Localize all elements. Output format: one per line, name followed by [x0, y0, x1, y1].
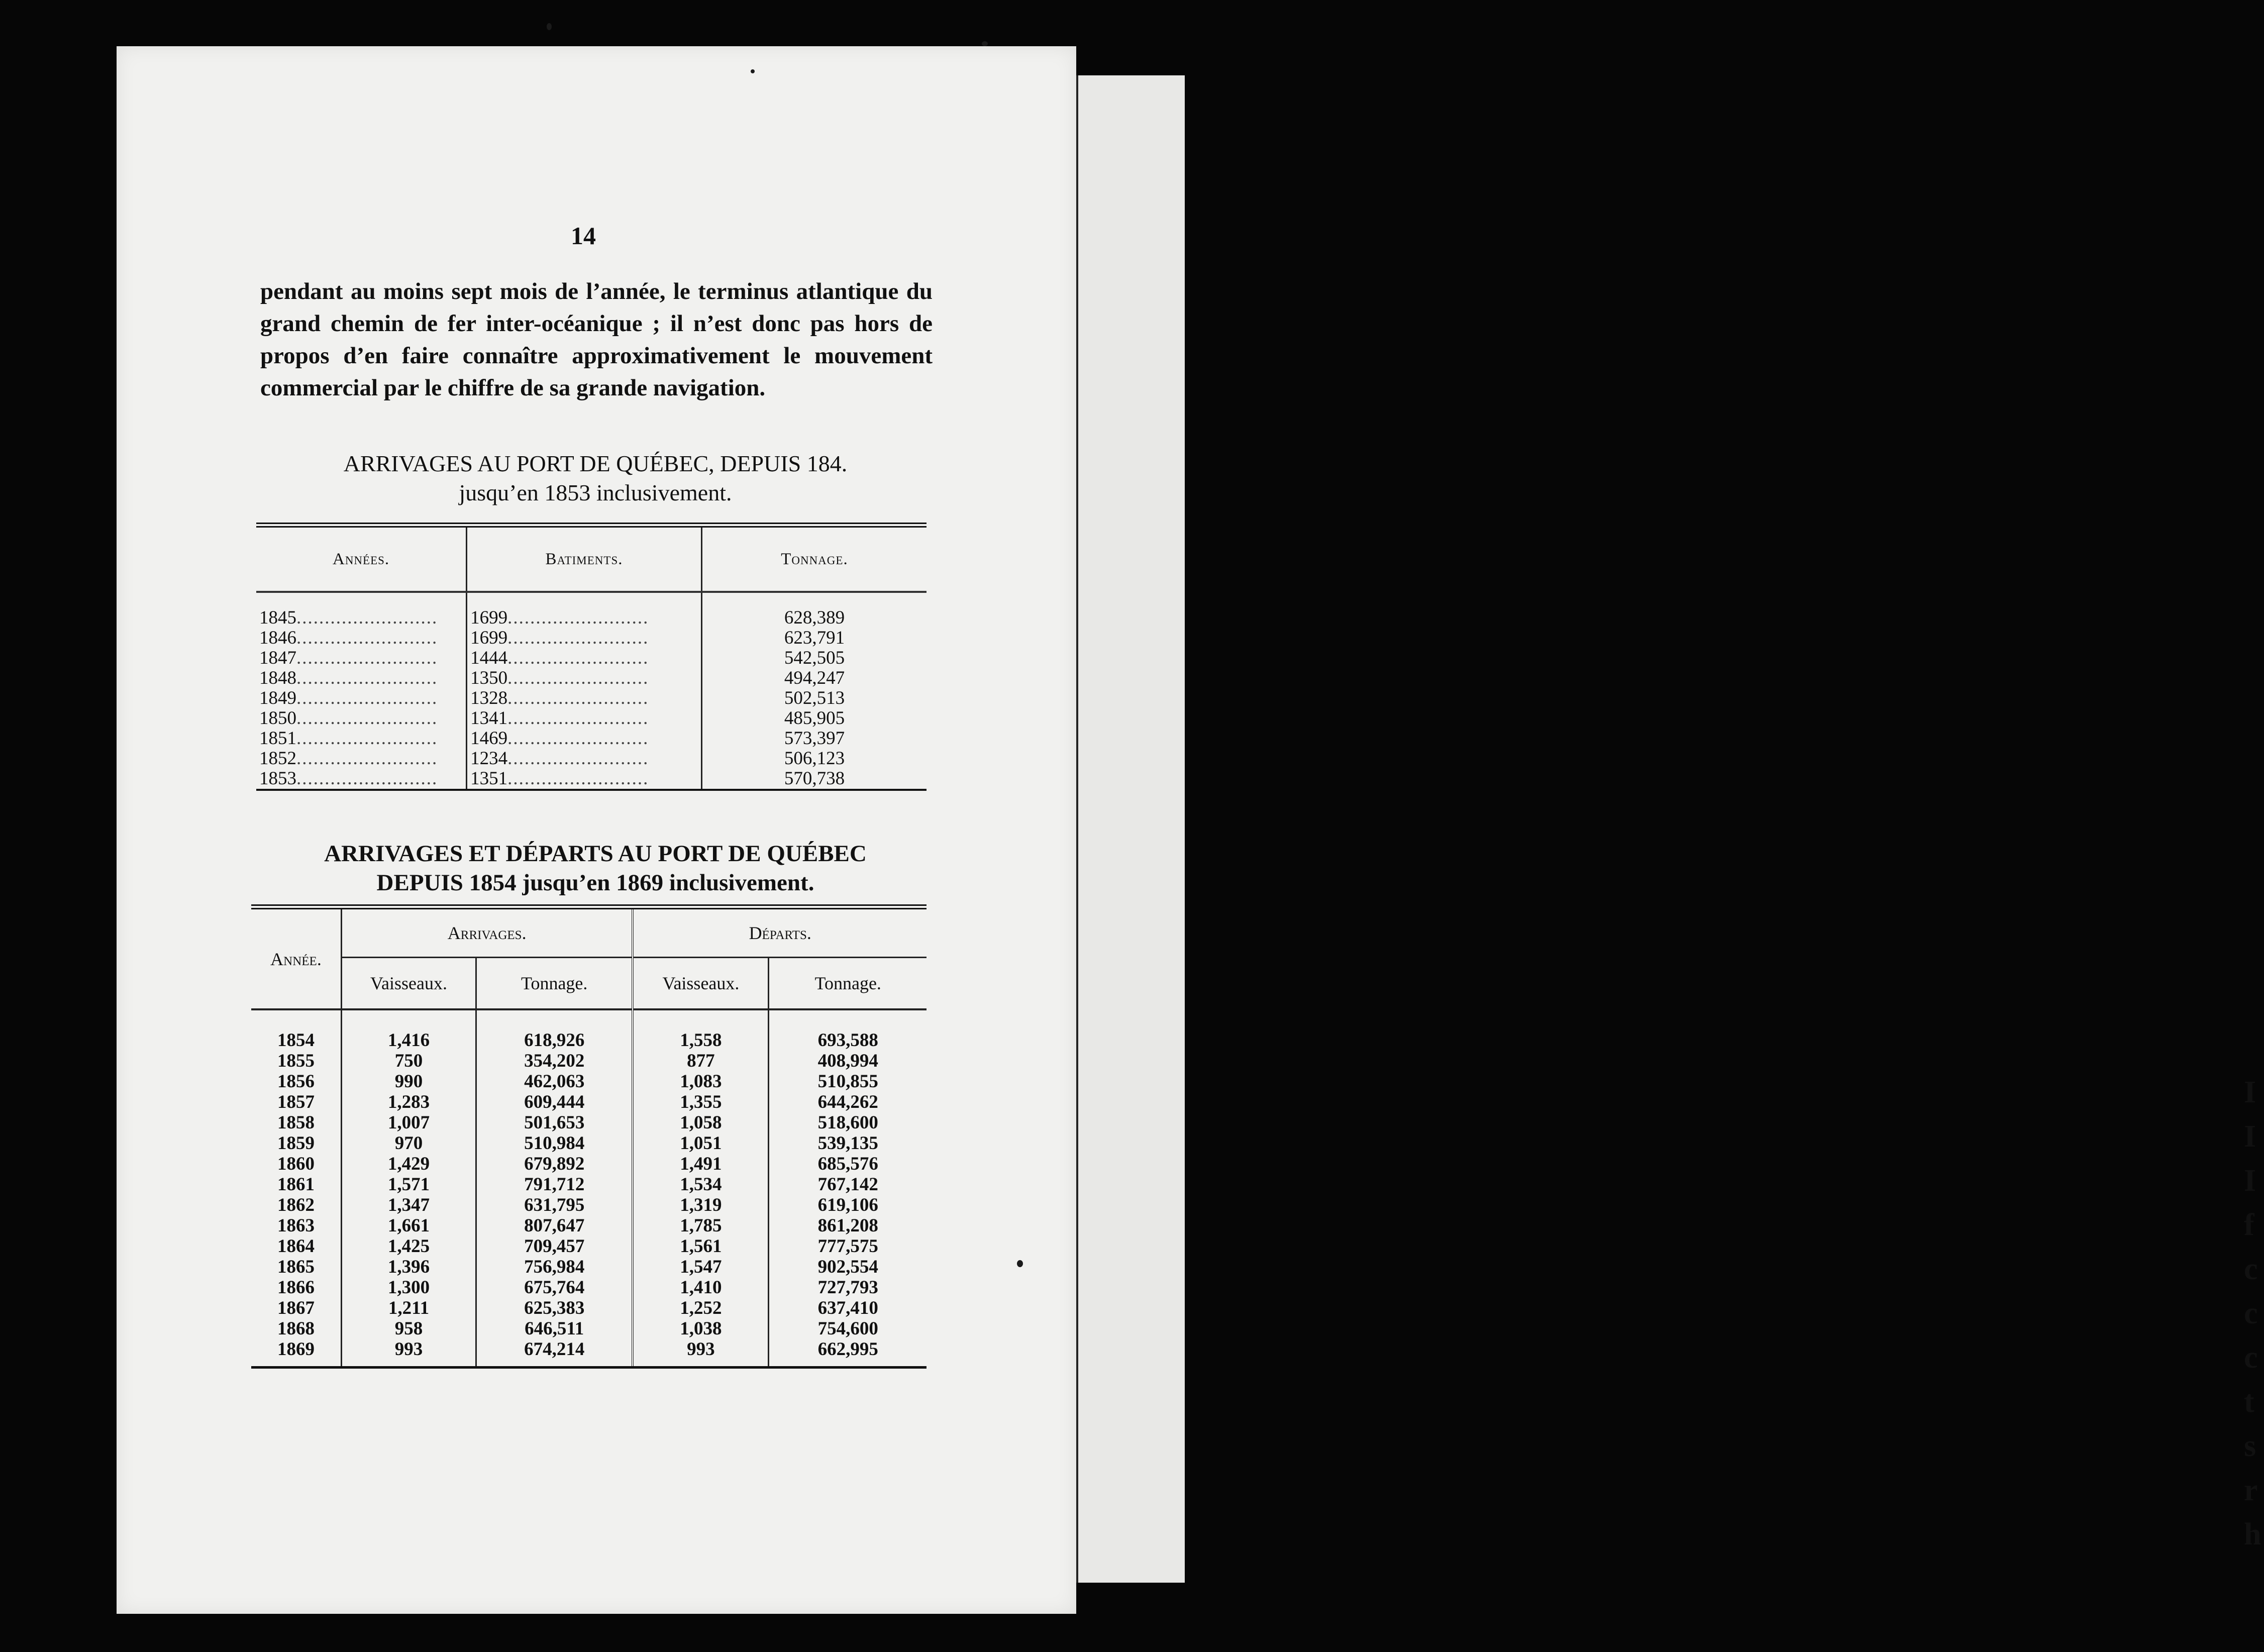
departures-tonnage-cell: 754,600 — [817, 1318, 878, 1339]
ships-cell: 1328 — [470, 688, 508, 708]
arrivals-vessels-cell: 970 — [342, 1133, 476, 1154]
departures-tonnage-cell: 662,995 — [817, 1339, 878, 1360]
year-cell: 1849 — [259, 688, 296, 708]
ships-cell: 1469 — [470, 728, 508, 749]
header-departures-vessels: Vaisseaux. — [633, 958, 769, 1010]
header-departs: Départs. — [749, 923, 811, 943]
table1-title — [251, 449, 940, 507]
table1-title-line1: ARRIVAGES AU PORT DE QUÉBEC, DEPUIS 184. — [343, 451, 848, 476]
departures-vessels-cell: 1,355 — [633, 1092, 769, 1112]
year-cell: 1868 — [251, 1318, 342, 1339]
year-cell: 1852 — [259, 748, 296, 769]
tonnage-cell: 628,389 — [784, 607, 845, 628]
arrivals-vessels-cell: 1,661 — [342, 1215, 476, 1236]
departures-tonnage-cell: 619,106 — [817, 1195, 878, 1215]
year-cell: 1851 — [259, 728, 296, 749]
year-cell: 1861 — [251, 1174, 342, 1195]
table-row — [251, 1092, 927, 1112]
ships-cell: 1341 — [470, 708, 508, 729]
arrivals-table-1845-1853 — [256, 523, 927, 791]
table2-title-line2: DEPUIS 1854 jusqu’en 1869 inclusivement. — [376, 870, 814, 896]
departures-tonnage-cell: 637,410 — [817, 1298, 878, 1318]
table-row — [256, 749, 927, 769]
edge-letter: I — [2244, 1119, 2256, 1154]
departures-vessels-cell: 1,083 — [633, 1071, 769, 1092]
table-row — [251, 1236, 927, 1257]
departures-vessels-cell: 1,058 — [633, 1112, 769, 1133]
ships-cell: 1699 — [470, 628, 508, 648]
year-cell: 1854 — [251, 1009, 342, 1051]
header-tonnage: Tonnage. — [781, 550, 848, 568]
arrivals-vessels-cell: 1,396 — [342, 1257, 476, 1277]
table-row — [251, 1051, 927, 1071]
tonnage-cell: 506,123 — [784, 748, 845, 769]
arrivals-tonnage-cell: 609,444 — [476, 1092, 633, 1112]
departures-vessels-cell: 877 — [633, 1051, 769, 1071]
table2-title-line1: ARRIVAGES ET DÉPARTS AU PORT DE QUÉBEC — [324, 841, 867, 867]
table-row — [256, 628, 927, 648]
tonnage-cell: 542,505 — [784, 648, 845, 668]
departures-tonnage-cell: 777,575 — [817, 1236, 878, 1257]
year-cell: 1867 — [251, 1298, 342, 1318]
arrivals-vessels-cell: 1,007 — [342, 1112, 476, 1133]
table-row — [251, 1133, 927, 1154]
header-arrivals-tonnage: Tonnage. — [476, 958, 633, 1010]
leader-dots: ......................... — [296, 688, 438, 708]
arrivals-vessels-cell: 990 — [342, 1071, 476, 1092]
arrivals-tonnage-cell: 807,647 — [476, 1215, 633, 1236]
leader-dots: ......................... — [507, 628, 649, 648]
leader-dots: ......................... — [507, 748, 649, 769]
table-row — [256, 729, 927, 749]
arrivals-tonnage-cell: 510,984 — [476, 1133, 633, 1154]
tonnage-cell: 485,905 — [784, 708, 845, 729]
arrivals-vessels-cell: 750 — [342, 1051, 476, 1071]
edge-letter: h — [2244, 1517, 2261, 1552]
table-row — [251, 1257, 927, 1277]
leader-dots: ......................... — [296, 668, 438, 688]
departures-vessels-cell: 1,051 — [633, 1133, 769, 1154]
header-departures-tonnage: Tonnage. — [769, 958, 927, 1010]
header-annees: Années. — [256, 525, 467, 592]
table-row — [256, 769, 927, 790]
year-cell: 1869 — [251, 1339, 342, 1368]
year-cell: 1853 — [259, 768, 296, 789]
year-cell: 1847 — [259, 648, 296, 668]
table-row — [256, 688, 927, 708]
arrivals-tonnage-cell: 679,892 — [476, 1154, 633, 1174]
departures-vessels-cell: 1,038 — [633, 1318, 769, 1339]
ships-cell: 1351 — [470, 768, 508, 789]
leader-dots: ......................... — [507, 688, 649, 708]
arrivals-tonnage-cell: 646,511 — [476, 1318, 633, 1339]
leader-dots: ......................... — [296, 708, 438, 729]
year-cell: 1860 — [251, 1154, 342, 1174]
leader-dots: ......................... — [507, 768, 649, 789]
departures-vessels-cell: 1,252 — [633, 1298, 769, 1318]
arrivals-vessels-cell: 1,416 — [342, 1009, 476, 1051]
arrivals-tonnage-cell: 462,063 — [476, 1071, 633, 1092]
table-row — [251, 1215, 927, 1236]
arrivals-vessels-cell: 1,425 — [342, 1236, 476, 1257]
year-cell: 1850 — [259, 708, 296, 729]
leader-dots: ......................... — [507, 607, 649, 628]
year-cell: 1857 — [251, 1092, 342, 1112]
edge-letter: c — [2244, 1252, 2258, 1286]
ships-cell: 1444 — [470, 648, 508, 668]
arrivals-tonnage-cell: 501,653 — [476, 1112, 633, 1133]
leader-dots: ......................... — [296, 768, 438, 789]
year-cell: 1856 — [251, 1071, 342, 1092]
year-cell: 1846 — [259, 628, 296, 648]
year-cell: 1848 — [259, 668, 296, 688]
year-cell: 1864 — [251, 1236, 342, 1257]
edge-letter: r — [2244, 1473, 2258, 1507]
leader-dots: ......................... — [296, 648, 438, 668]
table1-title-line2: jusqu’en 1853 inclusivement. — [459, 480, 732, 505]
departures-vessels-cell: 1,491 — [633, 1154, 769, 1174]
header-arrivals-vessels: Vaisseaux. — [342, 958, 476, 1010]
edge-letter: I — [2244, 1164, 2256, 1198]
departures-vessels-cell: 1,561 — [633, 1236, 769, 1257]
year-cell: 1862 — [251, 1195, 342, 1215]
departures-tonnage-cell: 767,142 — [817, 1174, 878, 1195]
speck — [751, 69, 755, 73]
tonnage-cell: 623,791 — [784, 628, 845, 648]
table-row — [256, 668, 927, 688]
year-cell: 1866 — [251, 1277, 342, 1298]
departures-tonnage-cell: 727,793 — [817, 1277, 878, 1298]
header-annee: Année. — [251, 907, 342, 1009]
arrivals-tonnage-cell: 354,202 — [476, 1051, 633, 1071]
leader-dots: ......................... — [296, 748, 438, 769]
table-row — [251, 1009, 927, 1051]
departures-tonnage-cell: 644,262 — [817, 1092, 878, 1112]
tonnage-cell: 570,738 — [784, 768, 845, 789]
header-arrivages: Arrivages. — [342, 907, 633, 958]
tonnage-cell: 502,513 — [784, 688, 845, 708]
arrivals-vessels-cell: 1,429 — [342, 1154, 476, 1174]
table-row — [251, 1112, 927, 1133]
arrivals-vessels-cell: 1,571 — [342, 1174, 476, 1195]
departures-vessels-cell: 1,534 — [633, 1174, 769, 1195]
leader-dots: ......................... — [296, 607, 438, 628]
table-row — [256, 648, 927, 668]
departures-tonnage-cell: 685,576 — [817, 1154, 878, 1174]
table-row — [251, 1195, 927, 1215]
edge-letter: s — [2244, 1429, 2256, 1463]
departures-tonnage-cell: 408,994 — [817, 1051, 878, 1071]
ships-cell: 1350 — [470, 668, 508, 688]
departures-tonnage-cell: 539,135 — [817, 1133, 878, 1154]
speck — [982, 41, 988, 46]
tonnage-cell: 494,247 — [784, 668, 845, 688]
departures-vessels-cell: 1,785 — [633, 1215, 769, 1236]
leader-dots: ......................... — [507, 648, 649, 668]
arrivals-tonnage-cell: 756,984 — [476, 1257, 633, 1277]
arrivals-tonnage-cell: 625,383 — [476, 1298, 633, 1318]
table-row — [251, 1154, 927, 1174]
table2-title — [251, 839, 940, 897]
arrivals-vessels-cell: 958 — [342, 1318, 476, 1339]
body-paragraph: pendant au moins sept mois de l’année, le terminus atlantique du grand chemin de fer inter-océanique ; il n’est donc pas hors de propos d’en faire connaître approximativement le mouvement commercial par le chiffre de sa grande navigation. — [260, 278, 933, 401]
ships-cell: 1699 — [470, 607, 508, 628]
departures-vessels-cell: 1,319 — [633, 1195, 769, 1215]
tonnage-cell: 573,397 — [784, 728, 845, 749]
year-cell: 1858 — [251, 1112, 342, 1133]
arrivals-tonnage-cell: 709,457 — [476, 1236, 633, 1257]
arrivals-vessels-cell: 1,347 — [342, 1195, 476, 1215]
table-row — [251, 1174, 927, 1195]
table-row — [256, 708, 927, 729]
arrivals-vessels-cell: 1,283 — [342, 1092, 476, 1112]
leader-dots: ......................... — [296, 628, 438, 648]
header-batiments: Batiments. — [467, 525, 702, 592]
arrivals-vessels-cell: 1,211 — [342, 1298, 476, 1318]
arrivals-tonnage-cell: 675,764 — [476, 1277, 633, 1298]
year-cell: 1865 — [251, 1257, 342, 1277]
arrivals-vessels-cell: 1,300 — [342, 1277, 476, 1298]
departures-tonnage-cell: 693,588 — [817, 1030, 878, 1051]
edge-letter: c — [2244, 1296, 2258, 1330]
year-cell: 1845 — [259, 607, 296, 628]
departures-tonnage-cell: 510,855 — [817, 1071, 878, 1092]
table-row — [251, 1071, 927, 1092]
page-number: 14 — [571, 222, 596, 250]
leader-dots: ......................... — [507, 708, 649, 729]
departures-vessels-cell: 993 — [633, 1339, 769, 1368]
table-row — [251, 1339, 927, 1368]
departures-tonnage-cell: 518,600 — [817, 1112, 878, 1133]
arrivals-tonnage-cell: 618,926 — [476, 1009, 633, 1051]
table-row — [251, 1298, 927, 1318]
arrivals-tonnage-cell: 674,214 — [476, 1339, 633, 1368]
edge-letter: f — [2244, 1208, 2254, 1242]
edge-letter: I — [2244, 1075, 2256, 1109]
table-row — [251, 1318, 927, 1339]
year-cell: 1863 — [251, 1215, 342, 1236]
arrivals-vessels-cell: 993 — [342, 1339, 476, 1368]
adjacent-page-letters — [2244, 1070, 2264, 1557]
departures-vessels-cell: 1,410 — [633, 1277, 769, 1298]
departures-tonnage-cell: 902,554 — [817, 1257, 878, 1277]
speck — [547, 23, 552, 30]
arrivals-departures-table-1854-1869 — [251, 904, 927, 1369]
leader-dots: ......................... — [507, 668, 649, 688]
departures-vessels-cell: 1,547 — [633, 1257, 769, 1277]
leader-dots: ......................... — [296, 728, 438, 749]
table-row — [251, 1277, 927, 1298]
edge-letter: c — [2244, 1340, 2258, 1375]
year-cell: 1855 — [251, 1051, 342, 1071]
arrivals-tonnage-cell: 791,712 — [476, 1174, 633, 1195]
ships-cell: 1234 — [470, 748, 508, 769]
edge-letter: t — [2244, 1385, 2254, 1419]
speck — [1017, 1260, 1023, 1267]
adjacent-page — [1075, 75, 2261, 1583]
leader-dots: ......................... — [507, 728, 649, 749]
table-row — [256, 592, 927, 628]
departures-vessels-cell: 1,558 — [633, 1009, 769, 1051]
arrivals-tonnage-cell: 631,795 — [476, 1195, 633, 1215]
year-cell: 1859 — [251, 1133, 342, 1154]
departures-tonnage-cell: 861,208 — [817, 1215, 878, 1236]
